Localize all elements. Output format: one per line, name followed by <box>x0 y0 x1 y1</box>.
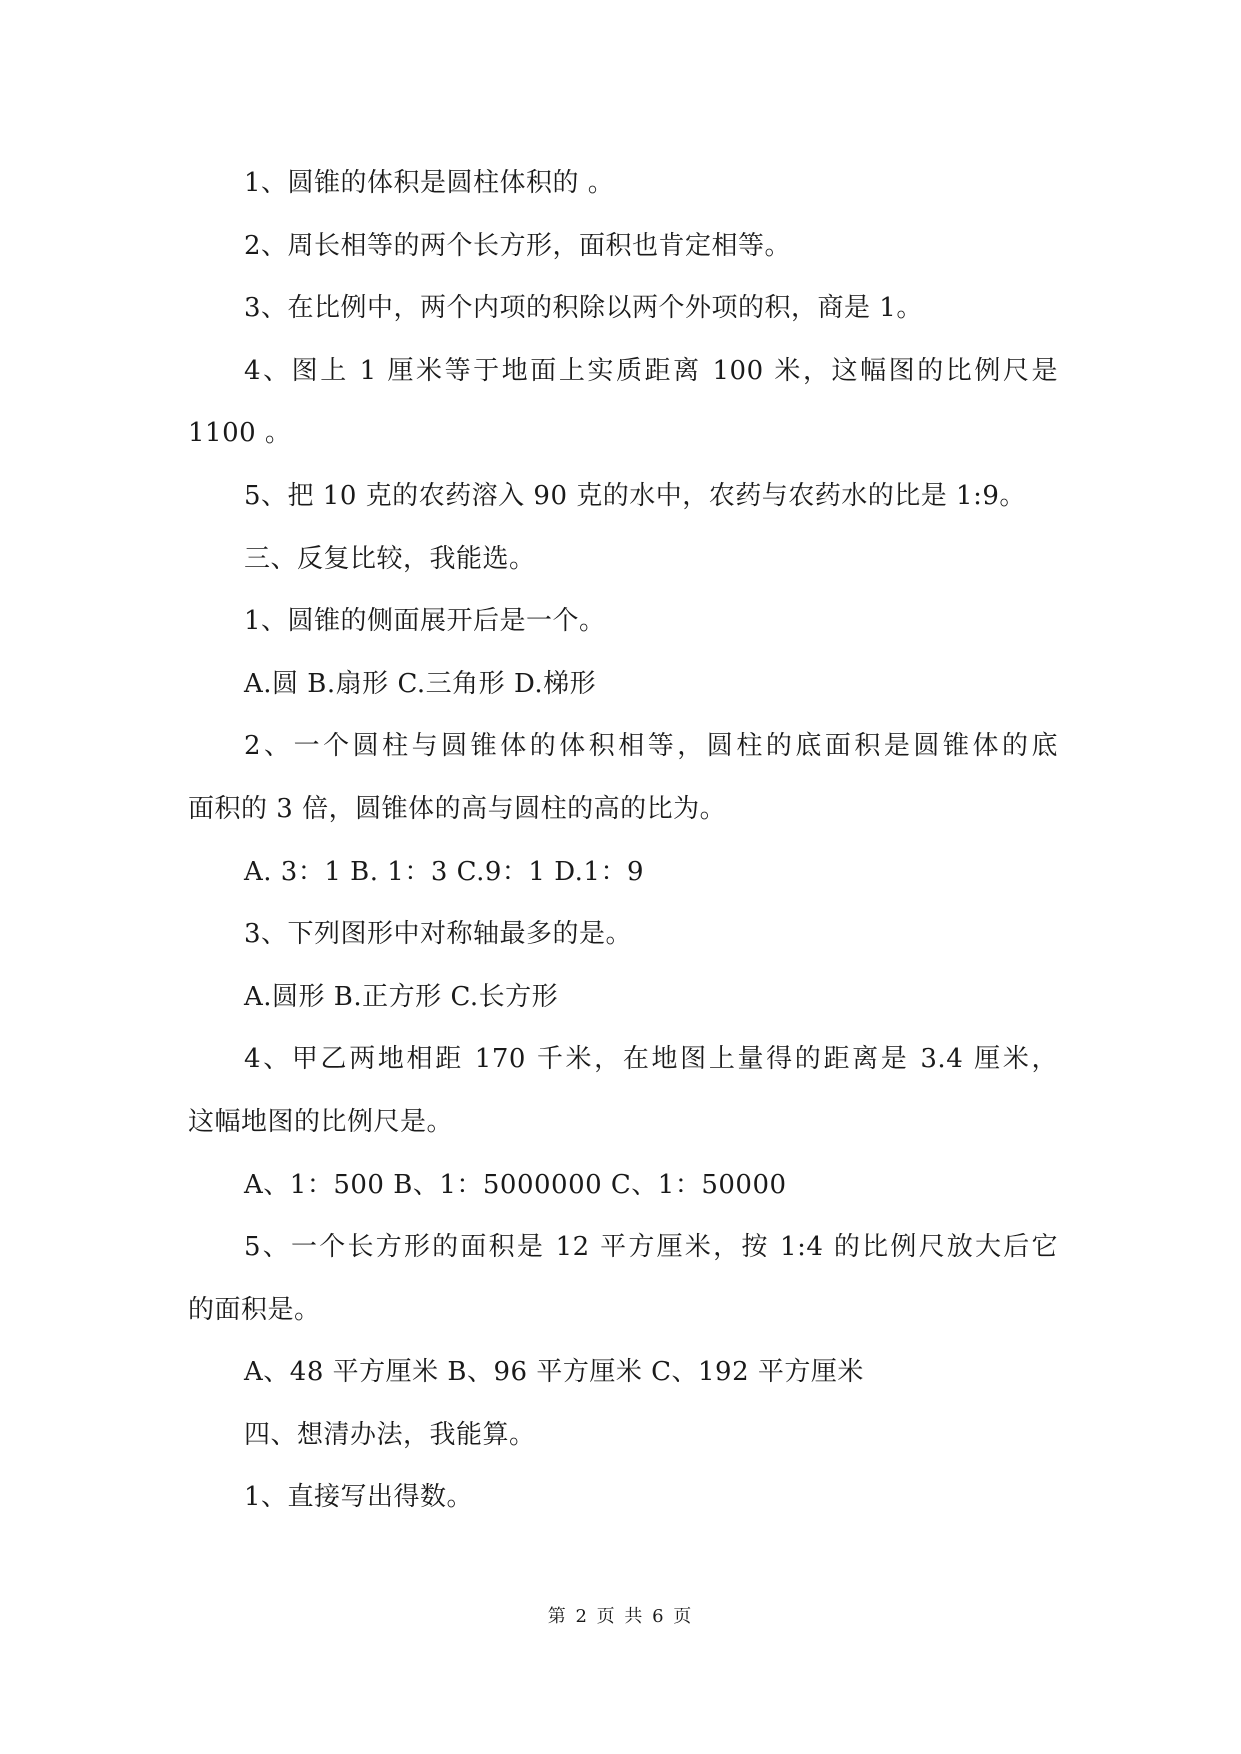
mc-question-1-options: A.圆 B.扇形 C.三角形 D.梯形 <box>244 668 597 699</box>
tf-question-2: 2、周长相等的两个长方形，面积也肯定相等。 <box>244 230 792 261</box>
mc-question-4-options: A、1：500 B、1：5000000 C、1：50000 <box>244 1169 787 1200</box>
mc-question-1: 1、圆锥的侧面展开后是一个。 <box>244 606 606 637</box>
mc-question-2-options: A. 3：1 B. 1：3 C.9：1 D.1：9 <box>244 856 644 887</box>
mc-question-5-line-2: 的面积是。 <box>188 1294 321 1325</box>
mc-question-5-options: A、48 平方厘米 B、96 平方厘米 C、192 平方厘米 <box>244 1357 864 1388</box>
tf-question-4-line-2: 1100 。 <box>188 418 292 449</box>
tf-question-5: 5、把 10 克的农药溶入 90 克的水中，农药与农药水的比是 1:9。 <box>244 480 1026 511</box>
mc-question-5-line-1: 5、一个长方形的面积是 12 平方厘米，按 1:4 的比例尺放大后它 <box>244 1232 1058 1263</box>
page-footer: 第 2 页 共 6 页 <box>547 1606 694 1627</box>
mc-question-2-line-2: 面积的 3 倍，圆锥体的高与圆柱的高的比为。 <box>188 793 727 824</box>
document-body <box>188 152 1058 1529</box>
tf-question-4-line-1: 4、图上 1 厘米等于地面上实质距离 100 米，这幅图的比例尺是 <box>244 355 1058 386</box>
mc-question-3-options: A.圆形 B.正方形 C.长方形 <box>244 981 559 1012</box>
tf-question-3: 3、在比例中，两个内项的积除以两个外项的积，商是 1。 <box>244 293 923 324</box>
tf-question-1: 1、圆锥的体积是圆柱体积的 。 <box>244 168 615 198</box>
section-heading-4: 四、想清办法，我能算。 <box>244 1419 536 1450</box>
mc-question-4-line-1: 4、甲乙两地相距 170 千米，在地图上量得的距离是 3.4 厘米， <box>244 1044 1058 1075</box>
mc-question-4-line-2: 这幅地图的比例尺是。 <box>188 1106 454 1137</box>
mc-question-2-line-1: 2、一个圆柱与圆锥体的体积相等，圆柱的底面积是圆锥体的底 <box>244 731 1058 762</box>
calc-question-1: 1、直接写出得数。 <box>244 1482 474 1513</box>
section-heading-3: 三、反复比较，我能选。 <box>244 543 536 574</box>
mc-question-3: 3、下列图形中对称轴最多的是。 <box>244 919 633 950</box>
